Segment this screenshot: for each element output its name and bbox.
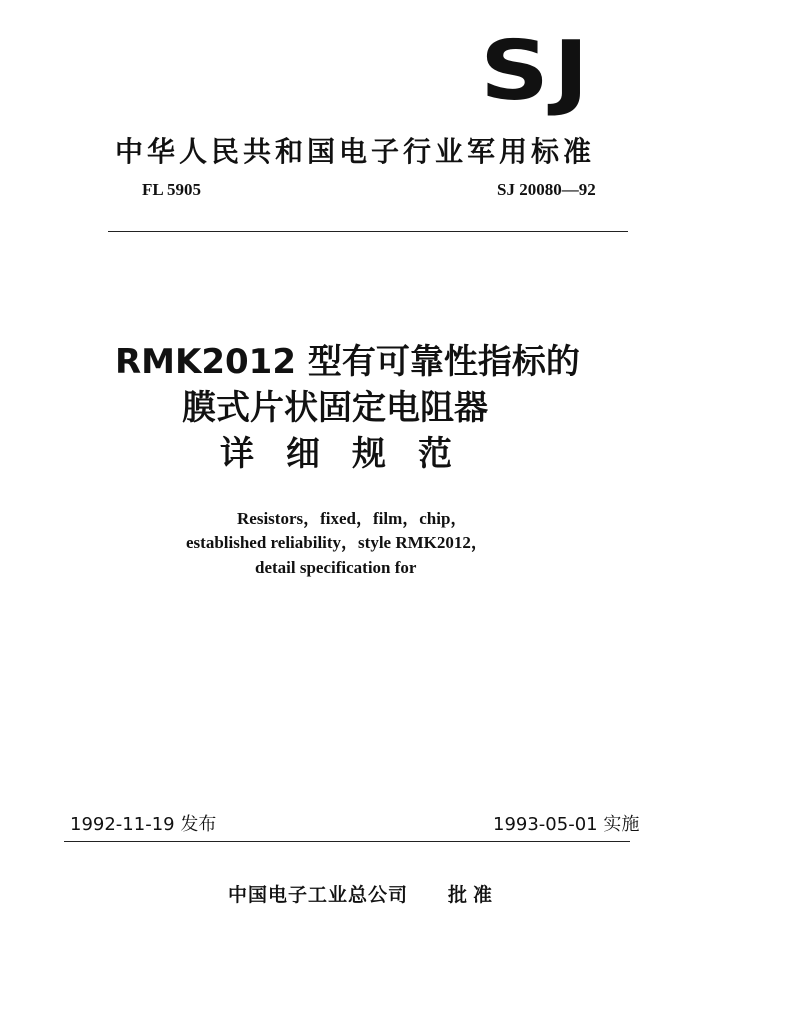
approving-organization: 中国电子工业总公司 (228, 884, 409, 906)
approval-label: 批准 (448, 884, 499, 906)
publish-date: 1992-11-19 发布 (70, 814, 217, 835)
zh-title-line-3: 详细规范 (220, 434, 484, 474)
en-title-line-2: established reliability，style RMK2012， (186, 533, 488, 552)
zh-title-line-1: RMK2012 型有可靠性指标的 (115, 342, 580, 382)
en-title-line-1: Resistors，fixed，film，chip， (237, 509, 468, 528)
zh-title-line-2: 膜式片状固定电阻器 (182, 388, 488, 428)
fl-code: FL 5905 (142, 180, 202, 199)
en-title-line-3: detail specification for (255, 558, 417, 577)
organization-title: 中华人民共和国电子行业军用标准 (115, 135, 596, 168)
standard-code: SJ 20080—92 (497, 180, 596, 199)
dates-divider (64, 841, 630, 842)
header-divider (108, 231, 628, 232)
sj-logo: SJ (480, 23, 593, 119)
implement-date: 1993-05-01 实施 (493, 814, 640, 835)
